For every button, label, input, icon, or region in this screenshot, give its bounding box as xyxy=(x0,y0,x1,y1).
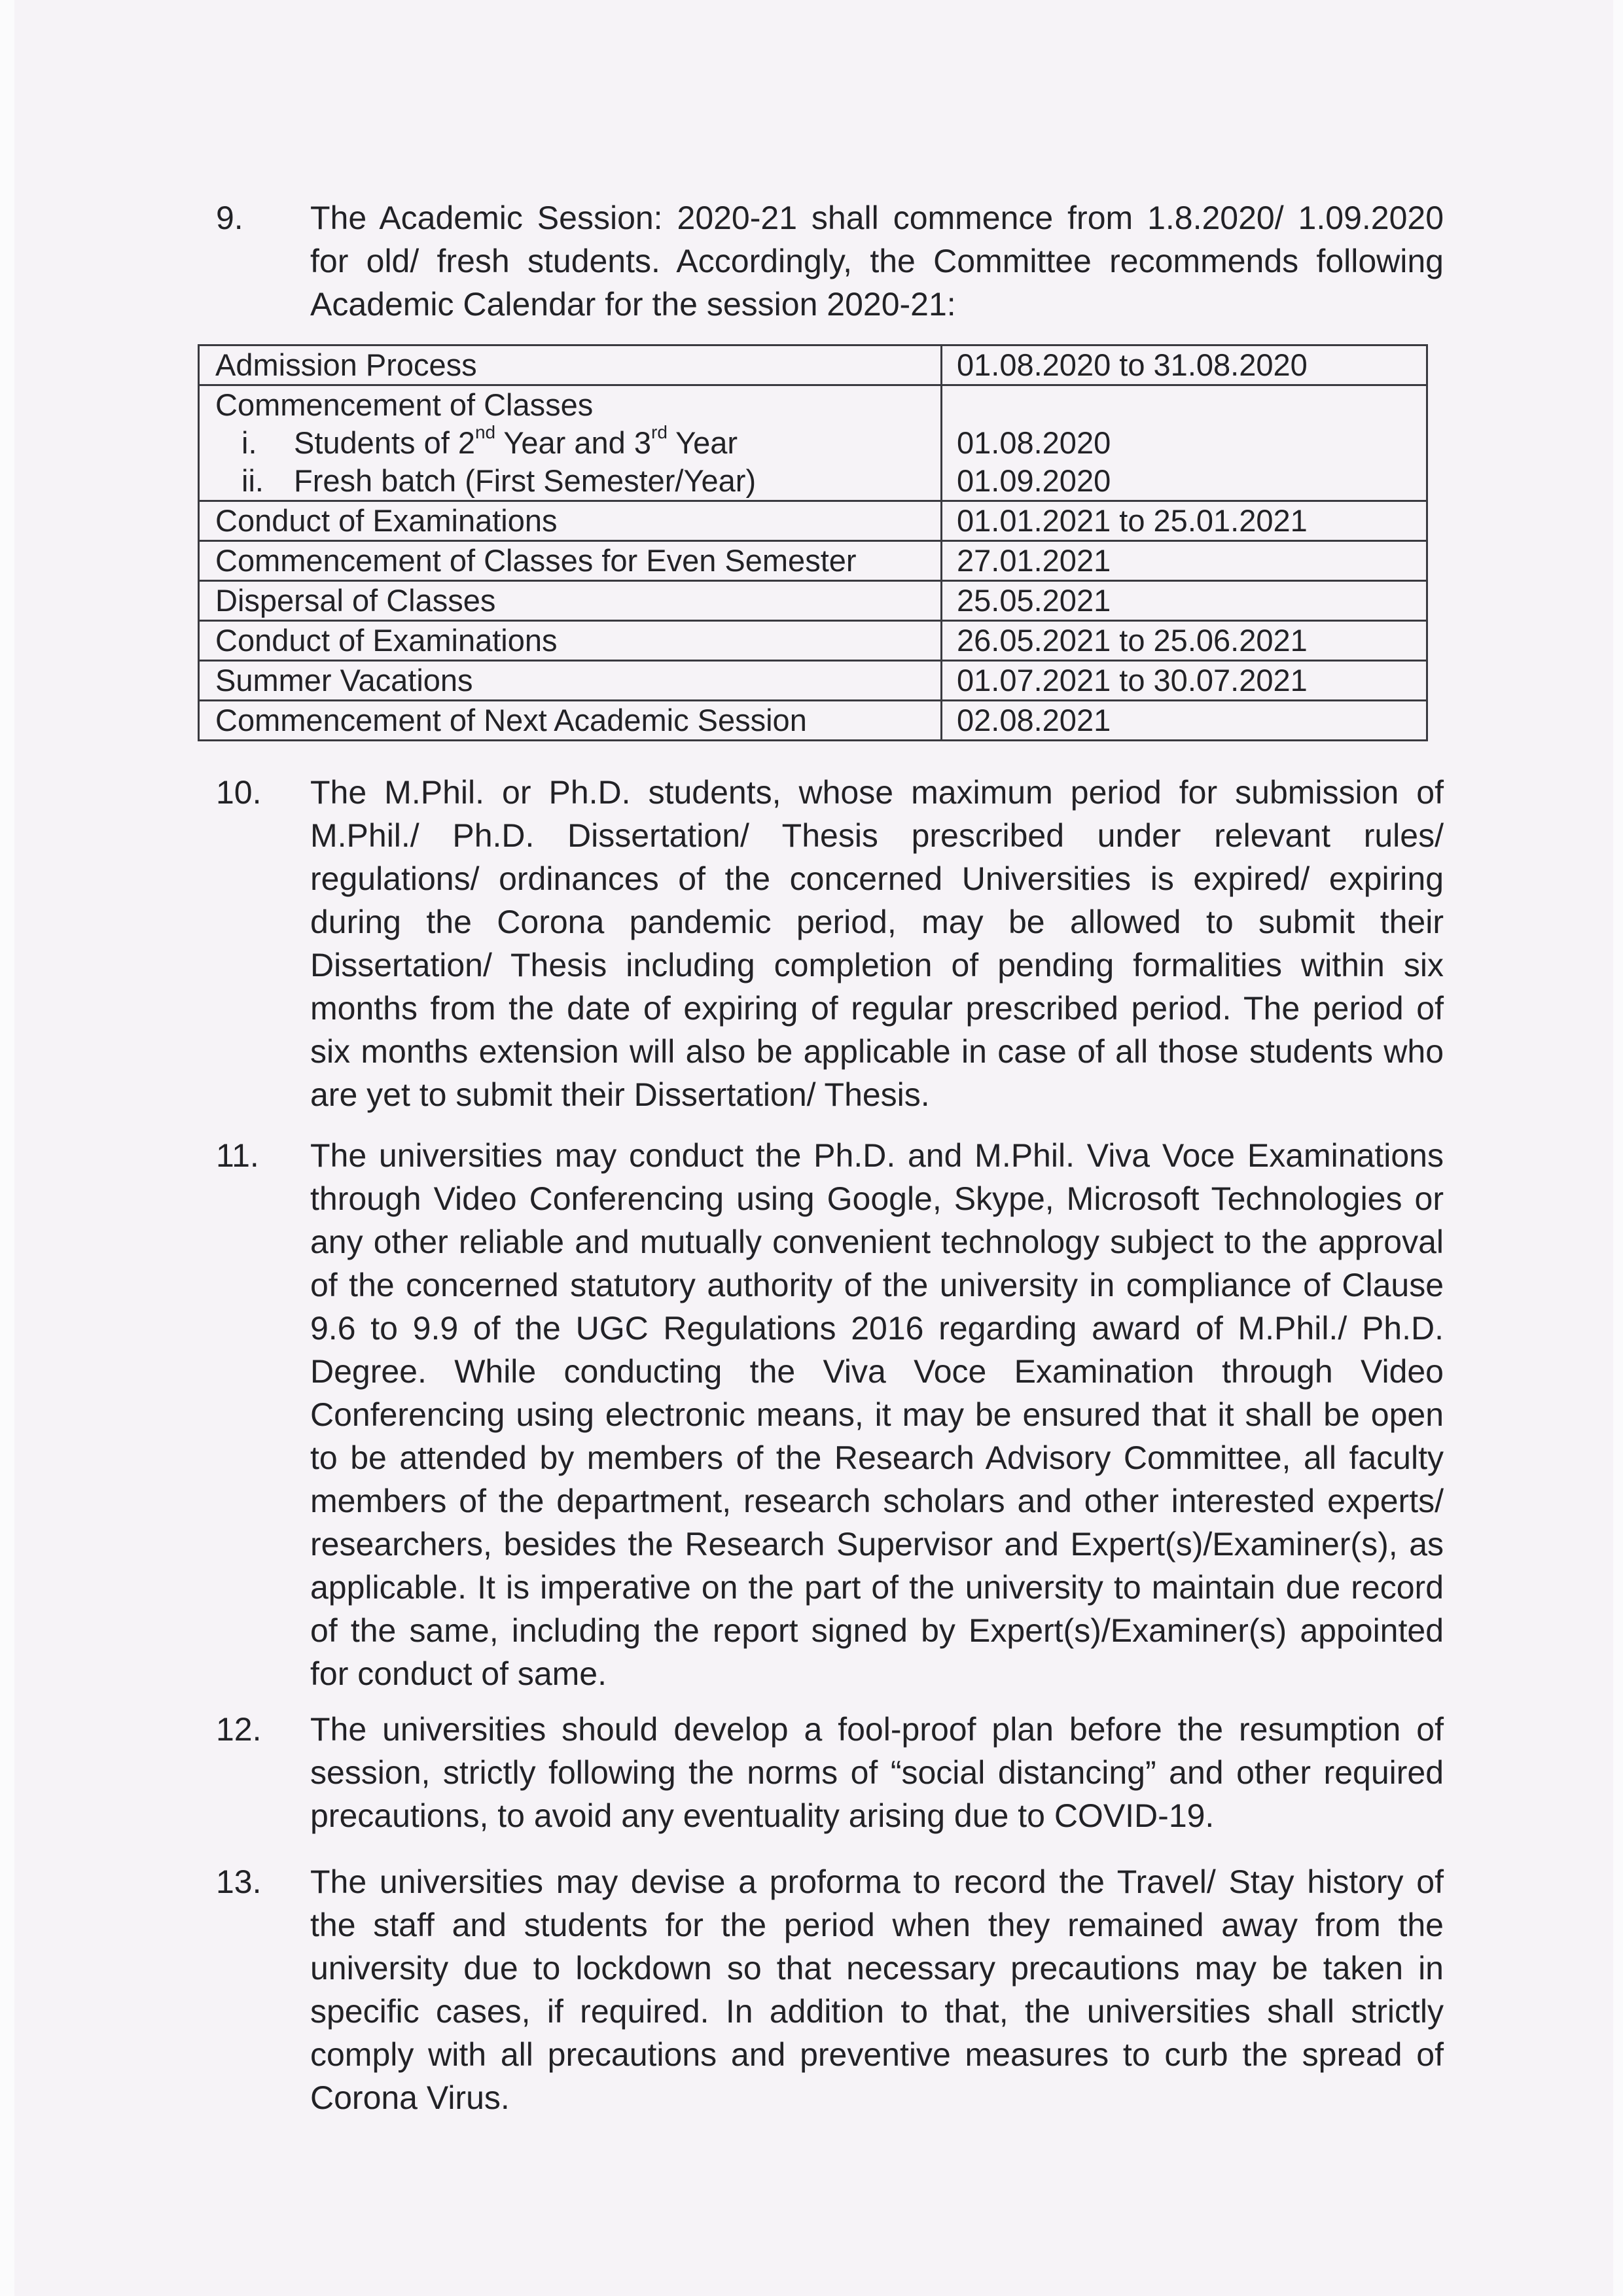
sub-item xyxy=(215,424,925,462)
paragraph-12 xyxy=(200,1708,1444,1837)
table-row xyxy=(199,345,1427,385)
roman-numeral: i. xyxy=(241,425,257,460)
sub-item xyxy=(215,462,925,500)
table-row xyxy=(199,581,1427,621)
paragraph-number: 9. xyxy=(216,200,243,236)
event-cell: Dispersal of Classes xyxy=(199,581,942,621)
paragraph-9 xyxy=(200,196,1444,326)
event-cell xyxy=(199,385,942,501)
ordinal-suffix: nd xyxy=(474,422,496,443)
text-part: Year xyxy=(667,425,738,460)
sub-date: 01.09.2020 xyxy=(957,463,1111,498)
date-cell: 01.01.2021 to 25.01.2021 xyxy=(942,501,1427,541)
text-part: Students of 2 xyxy=(294,425,475,460)
event-cell: Commencement of Next Academic Session xyxy=(199,701,942,741)
paragraph-text: The universities may devise a proforma to record the Travel/ Stay history of the staff and students for the period when they remained away from the university due to lockdown so that necessary precautions may be taken in specific cases, if required. In addition to that, the universities shall strictly comply with all precautions and preventive measures to curb the spread of Corona Virus. xyxy=(310,1863,1444,2116)
table-row xyxy=(199,385,1427,501)
table-row xyxy=(199,541,1427,581)
date-cell: 02.08.2021 xyxy=(942,701,1427,741)
paragraph-number: 13. xyxy=(216,1863,262,1900)
date-cell: 25.05.2021 xyxy=(942,581,1427,621)
paragraph-text: The M.Phil. or Ph.D. students, whose maximum period for submission of M.Phil./ Ph.D. Dissertation/ Thesis prescribed under relevant rules/ regulations/ ordinances of the concerned Universities is expired/ expiring during the Corona pandemic period, may be allowed to submit their Dissertation/ Thesis including completion of pending formalities within six months from the date of expiring of regular prescribed period. The period of six months extension will also be applicable in case of all those students who are yet to submit their Dissertation/ Thesis. xyxy=(310,774,1444,1113)
event-cell: Conduct of Examinations xyxy=(199,501,942,541)
paragraph-10 xyxy=(200,771,1444,1116)
sub-item-text: Fresh batch (First Semester/Year) xyxy=(294,463,757,498)
table-row xyxy=(199,661,1427,701)
event-cell: Conduct of Examinations xyxy=(199,621,942,661)
event-cell: Commencement of Classes for Even Semester xyxy=(199,541,942,581)
date-cell xyxy=(942,385,1427,501)
academic-calendar-table xyxy=(198,344,1428,741)
ordinal-suffix: rd xyxy=(651,422,668,443)
event-cell: Admission Process xyxy=(199,345,942,385)
spacer xyxy=(957,386,1410,424)
table-row xyxy=(199,501,1427,541)
table-row xyxy=(199,621,1427,661)
date-cell: 26.05.2021 to 25.06.2021 xyxy=(942,621,1427,661)
paragraph-13 xyxy=(200,1860,1444,2119)
paragraph-text: The universities should develop a fool-proof plan before the resumption of session, strictly following the norms of “social distancing” and other required precautions, to avoid any eventuality arising due to COVID-19. xyxy=(310,1711,1444,1834)
date-cell: 27.01.2021 xyxy=(942,541,1427,581)
date-cell: 01.07.2021 to 30.07.2021 xyxy=(942,661,1427,701)
sub-date: 01.08.2020 xyxy=(957,425,1111,460)
date-cell: 01.08.2020 to 31.08.2020 xyxy=(942,345,1427,385)
paragraph-text: The Academic Session: 2020-21 shall commence from 1.8.2020/ 1.09.2020 for old/ fresh students. Accordingly, the Committee recommends following Academic Calendar for the session 2020-21: xyxy=(310,200,1444,323)
text-part: Year and 3 xyxy=(495,425,651,460)
paragraph-number: 10. xyxy=(216,774,262,811)
paragraph-number: 12. xyxy=(216,1711,262,1748)
paragraph-11 xyxy=(200,1134,1444,1695)
event-cell: Summer Vacations xyxy=(199,661,942,701)
paragraph-number: 11. xyxy=(216,1137,259,1174)
paragraph-text: The universities may conduct the Ph.D. and M.Phil. Viva Voce Examinations through Video Conferencing using Google, Skype, Microsoft Technologies or any other reliable and mutually convenient technology subject to the approval of the concerned statutory authority of the university in compliance of Clause 9.6 to 9.9 of the UGC Regulations 2016 regarding award of M.Phil./ Ph.D. Degree. While conducting the Viva Voce Examination through Video Conferencing using electronic means, it may be ensured that it shall be open to be attended by members of the Research Advisory Committee, all faculty members of the department, research scholars and other interested experts/ researchers, besides the Research Supervisor and Expert(s)/Examiner(s), as applicable. It is imperative on the part of the university to maintain due record of the same, including the report signed by Expert(s)/Examiner(s) appointed for conduct of same. xyxy=(310,1137,1444,1692)
table-row xyxy=(199,701,1427,741)
roman-numeral: ii. xyxy=(241,463,264,498)
sub-item-text xyxy=(294,424,738,462)
event-heading: Commencement of Classes xyxy=(215,387,594,422)
